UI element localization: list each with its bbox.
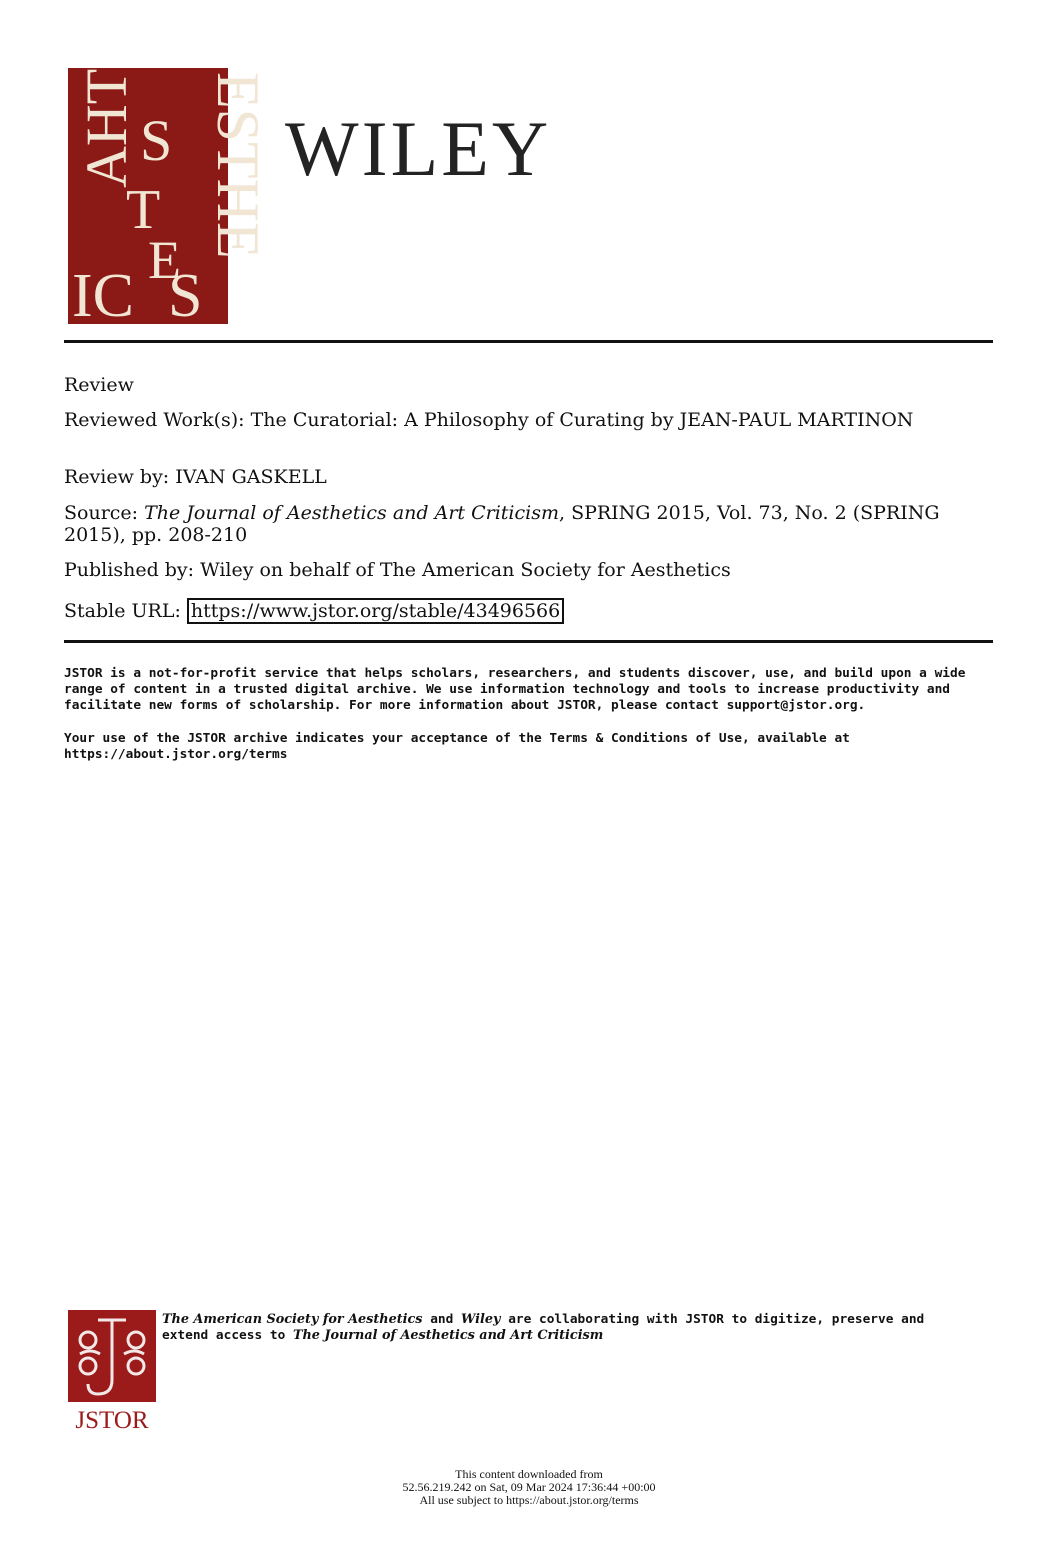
logo-letter-t: T [126,179,161,241]
item-type: Review [64,374,134,396]
review-by-value: IVAN GASKELL [175,466,327,488]
logo-letter-s: S [140,108,173,173]
logo-letter-s2: S [168,262,203,330]
collab-journal: The Journal of Aesthetics and Art Criticism [292,1328,604,1343]
reviewed-works-value: The Curatorial: A Philosophy of Curating by JEAN-PAUL MARTINON [250,409,914,431]
logo-letters-column-right: ESTHE [205,72,271,259]
stable-url-label: Stable URL: [64,600,181,622]
logo-letter-e: E [148,230,181,290]
collab-org1: The American Society for Aesthetics [162,1312,423,1327]
jstor-logo-text: JSTOR [75,1407,149,1434]
journal-logo [68,68,271,330]
divider-bottom [64,640,993,643]
collab-text1: are collaborating with JSTOR to digitize, preserve and extend access to [162,1312,925,1343]
collaboration-statement [162,1312,962,1344]
published-by-value: Wiley on behalf of The American Society for Aesthetics [200,559,731,581]
logo-letters-ic: IC [72,262,134,330]
source-journal: The Journal of Aesthetics and Art Criticism [144,502,559,524]
stable-url [64,600,984,622]
reviewed-works [64,409,984,431]
review-by [64,466,984,488]
reviewed-works-label: Reviewed Work(s): [64,409,245,431]
jstor-logo [68,1310,156,1432]
footer-line-1: This content downloaded from [455,1467,603,1481]
source [64,502,984,546]
publisher-logo: WILEY [285,105,552,192]
jstor-terms-notice: Your use of the JSTOR archive indicates your acceptance of the Terms & Conditions of Use, available at https://about.jstor.org/terms [64,731,850,762]
footer-line-2: 52.56.219.242 on Sat, 09 Mar 2024 17:36:44 +00:00 [402,1480,656,1494]
published-by [64,559,984,581]
published-by-label: Published by: [64,559,195,581]
review-by-label: Review by: [64,466,170,488]
download-footer [0,1468,1058,1507]
jstor-about-notice: JSTOR is a not-for-profit service that helps scholars, researchers, and students discover, use, and build upon a wide range of content in a trusted digital archive. We use information technology and tools to increase productivity and facilitate new forms of scholarship. For more information about JSTOR, please contact support@jstor.org. [64,666,966,713]
logo-letters-column-left: AHT [74,68,139,188]
source-label: Source: [64,502,139,524]
collab-org2: Wiley [461,1312,501,1327]
source-details: , SPRING 2015, Vol. 73, No. 2 (SPRING 2015), pp. 208-210 [64,502,940,546]
stable-url-link[interactable]: https://www.jstor.org/stable/43496566 [187,598,564,624]
collab-and: and [422,1312,462,1327]
footer-line-3: All use subject to https://about.jstor.org/terms [419,1493,639,1507]
divider-top [64,340,993,343]
